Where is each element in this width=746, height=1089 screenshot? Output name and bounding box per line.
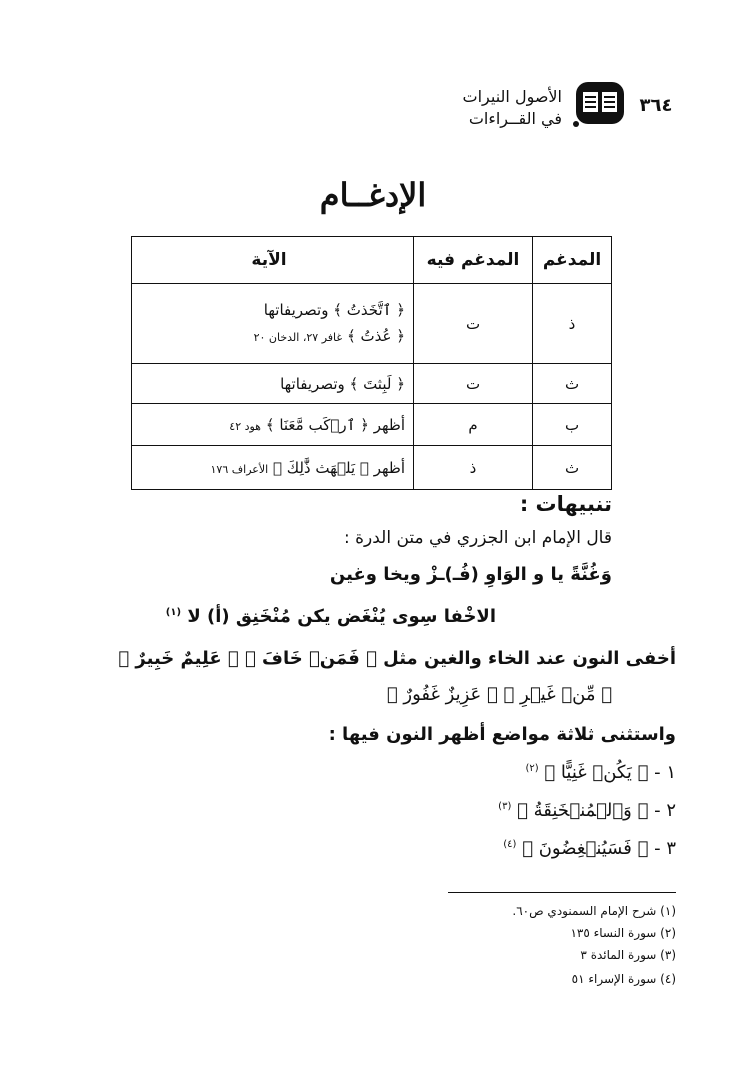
cell-ayah	[132, 284, 414, 364]
cell-mudgham-fih: ت	[414, 284, 533, 364]
ayah-reference: هود ٤٢	[229, 419, 261, 433]
header-mudgham-fih: المدغم فيه	[414, 237, 533, 284]
cell-mudgham-fih: ذ	[414, 446, 533, 490]
cell-mudgham: ذ	[533, 284, 612, 364]
list-item	[525, 762, 676, 783]
book-title	[438, 86, 562, 130]
ayah-reference: الأعراف ١٧٦	[210, 462, 269, 476]
list-item	[498, 800, 676, 821]
book-icon	[572, 80, 628, 130]
list-item-number: ٣ -	[654, 838, 676, 859]
notes-heading: تنبيهات :	[519, 492, 612, 516]
poem-verse-2	[166, 606, 496, 627]
footnote-marker: (٣)	[498, 801, 512, 812]
list-item	[503, 838, 676, 859]
list-item-text: ﴿ فَسَيُنۡغِضُونَ ﴾	[522, 838, 649, 859]
ayah-text: أظهر ﴿ ٱرۡكَب مَّعَنَا ﴾	[265, 415, 405, 434]
ayah-reference: غافر ٢٧، الدخان ٢٠	[253, 330, 343, 344]
ayah-word: ﴿ عُذتُ ﴾	[346, 326, 405, 345]
cell-mudgham-fih: م	[414, 404, 533, 446]
ayah-text: ﴿ لَبِثتَ ﴾ وتصريفاتها	[280, 374, 405, 393]
page-number: ٣٦٤	[639, 95, 673, 116]
table-row	[132, 446, 612, 490]
cell-mudgham-fih: ت	[414, 364, 533, 404]
table-row	[132, 284, 612, 364]
list-item-text: ﴿ يَكُنۡ غَنِيًّا ﴾	[544, 762, 649, 783]
footnote: (٤) سورة الإسراء ٥١	[571, 972, 676, 986]
footnote: (٣) سورة المائدة ٣	[580, 948, 676, 962]
header-mudgham: المدغم	[533, 237, 612, 284]
table-row	[132, 404, 612, 446]
cell-ayah	[132, 364, 414, 404]
idgham-table	[131, 236, 612, 490]
cell-mudgham: ث	[533, 364, 612, 404]
poem-verse-1: وَغُنَّةً يا و الوَاوِ (فُـ)ـزْ ويخا وغين	[329, 564, 612, 585]
list-item-number: ١ -	[654, 762, 676, 783]
footnote: (١) شرح الإمام السمنودي ص٦٠.	[512, 904, 676, 918]
ayah-text-2	[133, 323, 405, 351]
notes-line-3: واستثنى ثلاثة مواضع أظهر النون فيها :	[328, 724, 676, 745]
footnote: (٢) سورة النساء ١٣٥	[570, 926, 676, 940]
list-item-number: ٢ -	[654, 800, 676, 821]
list-item-text: ﴿ وَٱلۡمُنۡخَنِقَةُ ﴾	[517, 800, 649, 821]
footnote-marker: (٤)	[503, 839, 517, 850]
notes-line-2: ﴿ مِّنۡ غَيۡرِ ﴾ ﴿ عَزِيزٌ غَفُورٌ ﴾	[386, 684, 612, 705]
book-title-line2: في القــراءات	[468, 109, 562, 128]
cell-mudgham: ب	[533, 404, 612, 446]
poem-verse-2-text: الاخْفا سِوى يُنْغَض يكن مُنْخَنِق (أ) لا	[187, 606, 496, 627]
footnote-marker: (٢)	[525, 763, 539, 774]
ayah-text: ﴿ ٱتَّخَذتُ ﴾ وتصريفاتها	[263, 300, 405, 319]
footnote-marker: (١)	[165, 607, 182, 618]
book-title-line1: الأصول النيرات	[462, 87, 562, 106]
notes-intro: قال الإمام ابن الجزري في متن الدرة :	[343, 528, 612, 548]
section-title: الإدغــام	[319, 176, 427, 214]
table-header-row	[132, 237, 612, 284]
table-row	[132, 364, 612, 404]
notes-line-1: أخفى النون عند الخاء والغين مثل ﴿ فَمَنۡ خَافَ ﴾ ﴿ عَلِيمٌ خَبِيرٌ ﴾	[118, 648, 676, 669]
cell-ayah	[132, 404, 414, 446]
header-ayah: الآية	[132, 237, 414, 284]
footnote-separator	[448, 892, 676, 893]
ayah-text: أظهر ﴿ يَلۡهَث ذَّٰلِكَ ﴾	[272, 458, 405, 477]
cell-mudgham: ث	[533, 446, 612, 490]
cell-ayah	[132, 446, 414, 490]
